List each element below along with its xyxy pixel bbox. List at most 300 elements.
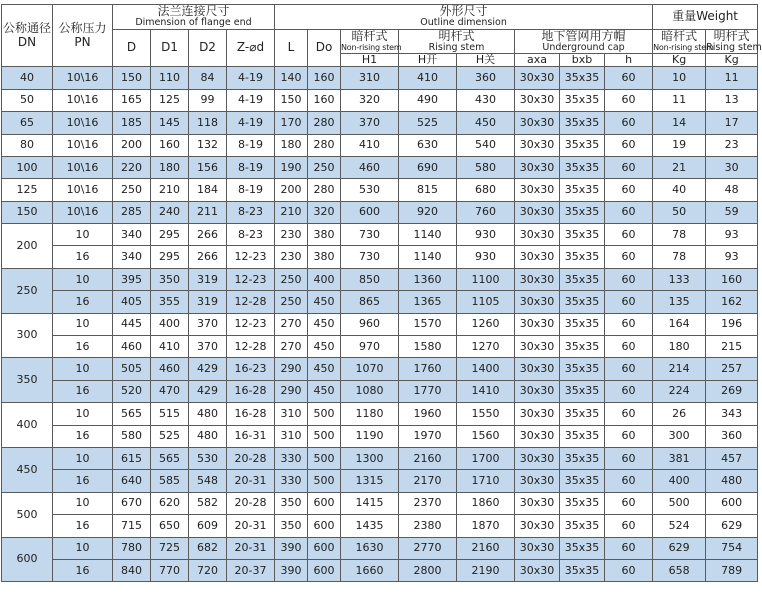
- table-cell: 180: [275, 134, 308, 156]
- table-cell: 10\16: [53, 201, 113, 223]
- table-cell: 600: [308, 559, 341, 581]
- col-Zd: Z-⌀d: [227, 29, 275, 67]
- table-cell: 10\16: [53, 112, 113, 134]
- table-row: [2, 246, 758, 268]
- table-cell: 35x35: [560, 380, 605, 402]
- table-cell: 250: [275, 291, 308, 313]
- table-cell: 400: [308, 268, 341, 290]
- table-cell: 600: [341, 201, 399, 223]
- table-cell: 1360: [399, 268, 457, 290]
- table-cell: 500: [308, 425, 341, 447]
- table-cell: 1400: [457, 358, 515, 380]
- table-cell: 10\16: [53, 179, 113, 201]
- table-cell: 310: [275, 425, 308, 447]
- table-cell: 580: [457, 156, 515, 178]
- table-cell: 381: [653, 447, 706, 469]
- weight-header: 重量Weight: [653, 5, 758, 30]
- table-cell: 1570: [399, 313, 457, 335]
- table-cell: 480: [189, 425, 227, 447]
- table-cell: 140: [275, 67, 308, 89]
- table-cell: 60: [605, 291, 653, 313]
- table-cell: 35x35: [560, 537, 605, 559]
- table-cell: 1760: [399, 358, 457, 380]
- table-cell: 1190: [341, 425, 399, 447]
- table-cell: 295: [151, 224, 189, 246]
- table-cell: 565: [151, 447, 189, 469]
- sub-H1: H1: [341, 54, 399, 67]
- table-cell: 565: [113, 403, 151, 425]
- table-cell: 60: [605, 179, 653, 201]
- table-cell: 250: [308, 156, 341, 178]
- table-cell: 1300: [341, 447, 399, 469]
- table-cell: 269: [706, 380, 758, 402]
- table-cell: 160: [308, 89, 341, 111]
- table-cell: 270: [275, 313, 308, 335]
- table-cell: 214: [653, 358, 706, 380]
- table-cell: 30x30: [515, 380, 560, 402]
- table-cell: 380: [308, 246, 341, 268]
- table-cell: 78: [653, 246, 706, 268]
- table-cell: 1860: [457, 492, 515, 514]
- table-cell: 500: [653, 492, 706, 514]
- table-cell: 582: [189, 492, 227, 514]
- table-cell: 60: [605, 403, 653, 425]
- table-cell: 650: [151, 515, 189, 537]
- table-body: [2, 67, 758, 582]
- table-cell: 60: [605, 425, 653, 447]
- table-row: [2, 537, 758, 559]
- table-cell: 580: [113, 425, 151, 447]
- table-cell: 360: [706, 425, 758, 447]
- table-cell: 150: [275, 89, 308, 111]
- table-cell: 26: [653, 403, 706, 425]
- table-cell: 789: [706, 559, 758, 581]
- table-cell: 480: [189, 403, 227, 425]
- table-cell: 10\16: [53, 89, 113, 111]
- table-cell: 93: [706, 246, 758, 268]
- table-cell: 548: [189, 470, 227, 492]
- table-cell: 8-23: [227, 224, 275, 246]
- table-cell: 290: [275, 358, 308, 380]
- table-cell: 770: [151, 559, 189, 581]
- table-cell: 400: [653, 470, 706, 492]
- table-cell: 10: [53, 268, 113, 290]
- table-cell: 340: [113, 224, 151, 246]
- table-cell: 1140: [399, 246, 457, 268]
- table-row: [2, 134, 758, 156]
- table-cell: 1870: [457, 515, 515, 537]
- table-cell: 118: [189, 112, 227, 134]
- table-cell: 480: [706, 470, 758, 492]
- table-row: [2, 336, 758, 358]
- flange-header: 法兰连接尺寸 Dimension of flange end: [113, 5, 275, 30]
- table-cell: 30x30: [515, 425, 560, 447]
- table-cell: 30x30: [515, 447, 560, 469]
- table-cell: 340: [113, 246, 151, 268]
- table-cell: 30x30: [515, 515, 560, 537]
- table-row: [2, 179, 758, 201]
- table-cell: 490: [399, 89, 457, 111]
- table-cell: 310: [341, 67, 399, 89]
- table-cell: 8-19: [227, 156, 275, 178]
- table-cell: 60: [605, 156, 653, 178]
- table-cell: 30: [706, 156, 758, 178]
- table-cell: 730: [341, 224, 399, 246]
- table-cell: 35x35: [560, 67, 605, 89]
- table-cell: 30x30: [515, 559, 560, 581]
- table-cell: 12-28: [227, 336, 275, 358]
- table-cell: 515: [151, 403, 189, 425]
- table-cell: 310: [275, 403, 308, 425]
- table-cell: 30x30: [515, 291, 560, 313]
- table-cell: 16: [53, 559, 113, 581]
- table-cell: 10: [53, 224, 113, 246]
- table-cell: 156: [189, 156, 227, 178]
- table-cell: 48: [706, 179, 758, 201]
- sub-Hopen: H开: [399, 54, 457, 67]
- table-cell: 220: [113, 156, 151, 178]
- table-cell: 35x35: [560, 447, 605, 469]
- sub-Hclose: H关: [457, 54, 515, 67]
- table-cell: 10: [53, 313, 113, 335]
- table-cell: 35x35: [560, 291, 605, 313]
- dn-cell: 100: [2, 156, 53, 178]
- table-row: [2, 425, 758, 447]
- table-cell: 180: [653, 336, 706, 358]
- table-cell: 319: [189, 291, 227, 313]
- table-cell: 35x35: [560, 492, 605, 514]
- table-cell: 350: [275, 492, 308, 514]
- table-cell: 460: [341, 156, 399, 178]
- table-cell: 35x35: [560, 134, 605, 156]
- table-cell: 10: [53, 358, 113, 380]
- sub-kg-nonrising: Kg: [653, 54, 706, 67]
- table-cell: 429: [189, 380, 227, 402]
- table-cell: 35x35: [560, 201, 605, 223]
- table-cell: 1070: [341, 358, 399, 380]
- dn-header: 公称通径 DN: [2, 5, 53, 67]
- table-cell: 16-28: [227, 403, 275, 425]
- table-cell: 30x30: [515, 336, 560, 358]
- table-cell: 93: [706, 224, 758, 246]
- table-cell: 60: [605, 380, 653, 402]
- table-cell: 30x30: [515, 134, 560, 156]
- table-cell: 132: [189, 134, 227, 156]
- table-cell: 960: [341, 313, 399, 335]
- table-cell: 125: [151, 89, 189, 111]
- table-cell: 133: [653, 268, 706, 290]
- table-cell: 240: [151, 201, 189, 223]
- table-cell: 16: [53, 425, 113, 447]
- table-cell: 250: [113, 179, 151, 201]
- table-cell: 850: [341, 268, 399, 290]
- table-cell: 40: [653, 179, 706, 201]
- table-cell: 450: [457, 112, 515, 134]
- table-cell: 8-19: [227, 134, 275, 156]
- table-cell: 10: [53, 403, 113, 425]
- table-cell: 1630: [341, 537, 399, 559]
- table-cell: 2160: [457, 537, 515, 559]
- table-cell: 615: [113, 447, 151, 469]
- table-cell: 160: [706, 268, 758, 290]
- table-cell: 1960: [399, 403, 457, 425]
- table-cell: 16: [53, 380, 113, 402]
- table-cell: 196: [706, 313, 758, 335]
- table-cell: 35x35: [560, 515, 605, 537]
- table-cell: 343: [706, 403, 758, 425]
- table-cell: 78: [653, 224, 706, 246]
- table-cell: 690: [399, 156, 457, 178]
- table-row: [2, 515, 758, 537]
- table-cell: 257: [706, 358, 758, 380]
- table-cell: 370: [341, 112, 399, 134]
- table-cell: 920: [399, 201, 457, 223]
- valve-spec-table: [1, 4, 762, 582]
- table-cell: 11: [653, 89, 706, 111]
- nonrising-header: 暗杆式 Non-rising stem: [341, 29, 399, 54]
- table-cell: 320: [308, 201, 341, 223]
- table-row: [2, 559, 758, 581]
- table-header: [2, 4, 762, 67]
- table-cell: 59: [706, 201, 758, 223]
- table-cell: 250: [275, 268, 308, 290]
- table-cell: 20-31: [227, 537, 275, 559]
- dn-cell: 40: [2, 67, 53, 89]
- table-cell: 190: [275, 156, 308, 178]
- table-cell: 450: [308, 358, 341, 380]
- table-cell: 16: [53, 470, 113, 492]
- table-cell: 470: [151, 380, 189, 402]
- table-cell: 11: [706, 67, 758, 89]
- table-cell: 330: [275, 470, 308, 492]
- table-cell: 30x30: [515, 358, 560, 380]
- table-cell: 395: [113, 268, 151, 290]
- table-cell: 460: [113, 336, 151, 358]
- table-cell: 16-23: [227, 358, 275, 380]
- table-cell: 682: [189, 537, 227, 559]
- table-cell: 35x35: [560, 179, 605, 201]
- table-cell: 505: [113, 358, 151, 380]
- table-cell: 525: [151, 425, 189, 447]
- table-cell: 180: [151, 156, 189, 178]
- table-row: [2, 112, 758, 134]
- table-row: [2, 268, 758, 290]
- table-cell: 10\16: [53, 67, 113, 89]
- table-cell: 16: [53, 515, 113, 537]
- table-cell: 230: [275, 246, 308, 268]
- table-cell: 35x35: [560, 403, 605, 425]
- table-cell: 16-31: [227, 425, 275, 447]
- table-cell: 430: [457, 89, 515, 111]
- table-cell: 200: [275, 179, 308, 201]
- table-cell: 670: [113, 492, 151, 514]
- table-cell: 12-28: [227, 291, 275, 313]
- dn-cell: 80: [2, 134, 53, 156]
- table-cell: 30x30: [515, 246, 560, 268]
- table-cell: 35x35: [560, 112, 605, 134]
- table-cell: 35x35: [560, 336, 605, 358]
- table-cell: 680: [457, 179, 515, 201]
- table-cell: 35x35: [560, 313, 605, 335]
- table-cell: 1365: [399, 291, 457, 313]
- table-cell: 1180: [341, 403, 399, 425]
- table-cell: 30x30: [515, 470, 560, 492]
- table-cell: 390: [275, 559, 308, 581]
- table-cell: 585: [151, 470, 189, 492]
- table-cell: 1710: [457, 470, 515, 492]
- table-cell: 20-31: [227, 515, 275, 537]
- dn-cell: 400: [2, 403, 53, 448]
- table-cell: 1105: [457, 291, 515, 313]
- weight-nonrising-header: 暗杆式 Non-rising stem: [653, 29, 706, 54]
- table-cell: 630: [399, 134, 457, 156]
- table-row: [2, 403, 758, 425]
- table-cell: 2190: [457, 559, 515, 581]
- table-cell: 350: [275, 515, 308, 537]
- table-cell: 60: [605, 470, 653, 492]
- table-cell: 30x30: [515, 492, 560, 514]
- table-cell: 30x30: [515, 403, 560, 425]
- table-cell: 12-23: [227, 313, 275, 335]
- table-cell: 450: [308, 313, 341, 335]
- table-cell: 319: [189, 268, 227, 290]
- table-cell: 16-28: [227, 380, 275, 402]
- table-cell: 20-28: [227, 492, 275, 514]
- table-cell: 10: [53, 492, 113, 514]
- table-cell: 1270: [457, 336, 515, 358]
- table-cell: 1080: [341, 380, 399, 402]
- table-cell: 429: [189, 358, 227, 380]
- table-cell: 2770: [399, 537, 457, 559]
- table-cell: 10: [53, 447, 113, 469]
- table-cell: 16: [53, 291, 113, 313]
- table-cell: 35x35: [560, 425, 605, 447]
- table-cell: 4-19: [227, 67, 275, 89]
- table-cell: 164: [653, 313, 706, 335]
- table-cell: 50: [653, 201, 706, 223]
- table-cell: 10\16: [53, 134, 113, 156]
- table-cell: 35x35: [560, 559, 605, 581]
- table-cell: 725: [151, 537, 189, 559]
- table-cell: 450: [308, 291, 341, 313]
- dn-cell: 600: [2, 537, 53, 582]
- dn-cell: 125: [2, 179, 53, 201]
- table-cell: 1140: [399, 224, 457, 246]
- rising-header: 明杆式 Rising stem: [399, 29, 515, 54]
- table-cell: 865: [341, 291, 399, 313]
- table-cell: 930: [457, 246, 515, 268]
- table-cell: 355: [151, 291, 189, 313]
- table-cell: 150: [113, 67, 151, 89]
- table-cell: 530: [189, 447, 227, 469]
- table-cell: 60: [605, 224, 653, 246]
- table-cell: 60: [605, 268, 653, 290]
- table-cell: 2160: [399, 447, 457, 469]
- table-cell: 110: [151, 67, 189, 89]
- table-cell: 410: [151, 336, 189, 358]
- table-row: [2, 89, 758, 111]
- table-cell: 30x30: [515, 313, 560, 335]
- table-cell: 1260: [457, 313, 515, 335]
- table-cell: 266: [189, 246, 227, 268]
- table-cell: 280: [308, 134, 341, 156]
- col-L: L: [275, 29, 308, 67]
- table-cell: 330: [275, 447, 308, 469]
- table-row: [2, 313, 758, 335]
- cap-header: 地下管网用方帽 Underground cap: [515, 29, 653, 54]
- dn-cell: 200: [2, 224, 53, 269]
- col-D: D: [113, 29, 151, 67]
- table-cell: 600: [308, 537, 341, 559]
- table-cell: 658: [653, 559, 706, 581]
- table-cell: 16: [53, 246, 113, 268]
- table-cell: 162: [706, 291, 758, 313]
- pn-header: 公称压力 PN: [53, 5, 113, 67]
- table-cell: 30x30: [515, 179, 560, 201]
- sub-bxb: bxb: [560, 54, 605, 67]
- table-cell: 60: [605, 112, 653, 134]
- table-cell: 2800: [399, 559, 457, 581]
- table-cell: 530: [341, 179, 399, 201]
- table-cell: 410: [341, 134, 399, 156]
- table-cell: 280: [308, 179, 341, 201]
- table-cell: 60: [605, 515, 653, 537]
- table-cell: 715: [113, 515, 151, 537]
- weight-rising-header: 明杆式 Rising stem: [706, 28, 762, 53]
- table-cell: 23: [706, 134, 758, 156]
- table-row: [2, 67, 758, 89]
- table-cell: 450: [308, 380, 341, 402]
- table-cell: 210: [275, 201, 308, 223]
- table-cell: 1435: [341, 515, 399, 537]
- table-cell: 30x30: [515, 537, 560, 559]
- table-cell: 10: [53, 537, 113, 559]
- table-cell: 60: [605, 313, 653, 335]
- table-cell: 2170: [399, 470, 457, 492]
- table-cell: 99: [189, 89, 227, 111]
- sub-h: h: [605, 54, 653, 67]
- table-row: [2, 492, 758, 514]
- table-cell: 60: [605, 447, 653, 469]
- table-cell: 30x30: [515, 224, 560, 246]
- table-cell: 524: [653, 515, 706, 537]
- table-cell: 60: [605, 336, 653, 358]
- table-cell: 30x30: [515, 268, 560, 290]
- table-cell: 60: [605, 358, 653, 380]
- dn-cell: 50: [2, 89, 53, 111]
- table-cell: 360: [457, 67, 515, 89]
- dn-cell: 500: [2, 492, 53, 537]
- table-cell: 10\16: [53, 156, 113, 178]
- table-cell: 540: [457, 134, 515, 156]
- table-cell: 457: [706, 447, 758, 469]
- table-cell: 520: [113, 380, 151, 402]
- table-cell: 400: [151, 313, 189, 335]
- table-cell: 35x35: [560, 89, 605, 111]
- table-cell: 840: [113, 559, 151, 581]
- table-cell: 370: [189, 336, 227, 358]
- table-cell: 19: [653, 134, 706, 156]
- table-cell: 8-19: [227, 179, 275, 201]
- dn-cell: 450: [2, 447, 53, 492]
- table-cell: 609: [189, 515, 227, 537]
- dn-cell: 300: [2, 313, 53, 358]
- table-cell: 60: [605, 67, 653, 89]
- table-cell: 1660: [341, 559, 399, 581]
- table-cell: 35x35: [560, 224, 605, 246]
- table-cell: 1100: [457, 268, 515, 290]
- table-cell: 30x30: [515, 67, 560, 89]
